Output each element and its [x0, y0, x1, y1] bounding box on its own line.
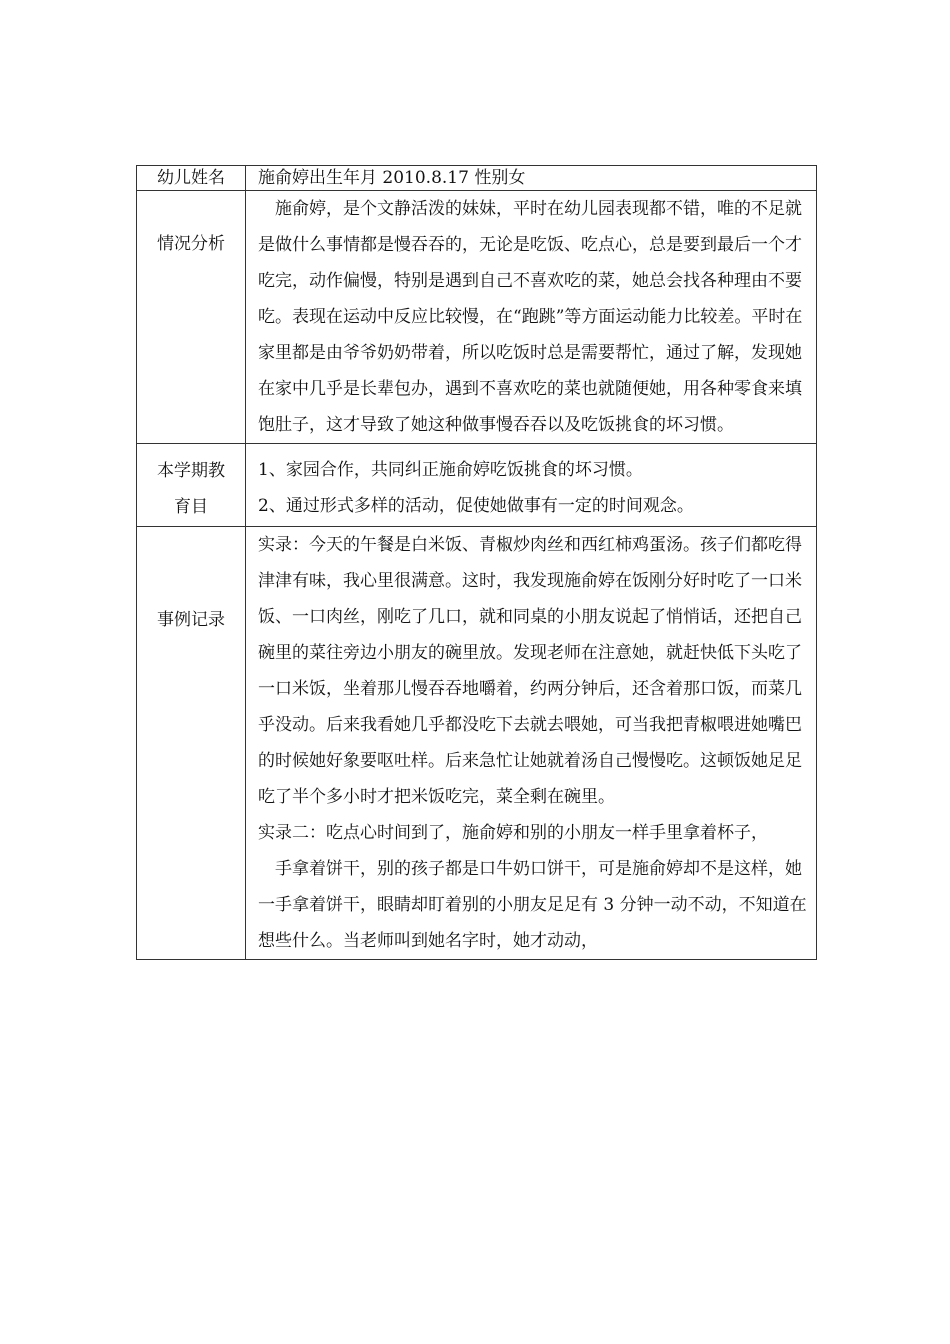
goals-label-line1: 本学期教: [157, 461, 225, 481]
name-value: 施俞婷出生年月 2010.8.17 性别女: [246, 166, 817, 191]
case-record-2: 实录二：吃点心时间到了，施俞婷和别的小朋友一样手里拿着杯子，: [258, 823, 768, 843]
analysis-content: [246, 191, 817, 444]
cases-row: [137, 527, 817, 960]
analysis-row: [137, 191, 817, 444]
goal-item-1: 1、家园合作，共同纠正施俞婷吃饭挑食的坏习惯。: [258, 460, 643, 480]
analysis-text: 施俞婷，是个文静活泼的妹妹，平时在幼儿园表现都不错，唯的不足就是做什么事情都是慢吞吞的，无论是吃饭、吃点心，总是要到最后一个才吃完，动作偏慢，特别是遇到自己不喜欢吃的菜，她总会找各种理由不要吃。表现在运动中反应比较慢，在“跑跳”等方面运动能力比较差。平时在家里都是由爷爷奶奶带着，所以吃饭时总是需要帮忙，通过了解，发现她在家中几乎是长辈包办，遇到不喜欢吃的菜也就随便她，用各种零食来填饱肚子，这才导致了她这种做事慢吞吞以及吃饭挑食的坏习惯。: [258, 199, 803, 435]
goals-label-line2: 育目: [174, 497, 208, 517]
child-record-table: [136, 165, 817, 960]
goals-row: [137, 444, 817, 527]
goals-label-cell: [137, 444, 246, 527]
goals-content: [246, 444, 817, 527]
analysis-label: 情况分析: [157, 234, 225, 254]
case-record-1: 实录：今天的午餐是白米饭、青椒炒肉丝和西红柿鸡蛋汤。孩子们都吃得津津有味，我心里很满意。这时，我发现施俞婷在饭刚分好时吃了一口米饭、一口肉丝，刚吃了几口，就和同桌的小朋友说起了悄悄话，还把自己碗里的菜往旁边小朋友的碗里放。发现老师在注意她，就赶快低下头吃了一口米饭，坐着那儿慢吞吞地嚼着，约两分钟后，还含着那口饭，而菜几乎没动。后来我看她几乎都没吃下去就去喂她，可当我把青椒喂进她嘴巴的时候她好象要呕吐样。后来急忙让她就着汤自己慢慢吃。这顿饭她足足吃了半个多小时才把米饭吃完，菜全剩在碗里。: [258, 535, 802, 807]
cases-content: [246, 527, 817, 960]
analysis-label-cell: [137, 191, 246, 444]
name-row: [137, 166, 817, 191]
cases-label-cell: [137, 527, 246, 960]
case-record-2-continued: 手拿着饼干，别的孩子都是口牛奶口饼干，可是施俞婷却不是这样，她一手拿着饼干，眼睛却盯着别的小朋友足足有 3 分钟一动不动，不知道在想些什么。当老师叫到她名字时，她才动动，: [258, 859, 807, 951]
name-label: 幼儿姓名: [137, 166, 246, 191]
goal-item-2: 2、通过形式多样的活动，促使她做事有一定的时间观念。: [258, 496, 694, 516]
cases-label: 事例记录: [157, 610, 225, 630]
